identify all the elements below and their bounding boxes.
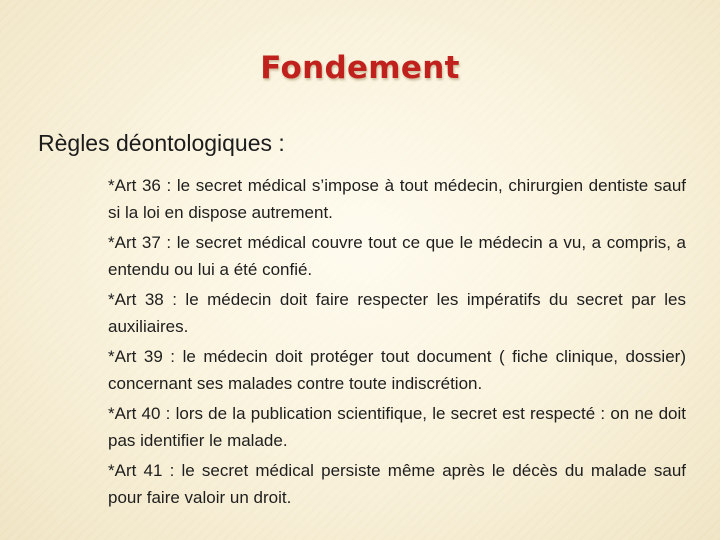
article-38: *Art 38 : le médecin doit faire respecter les impératifs du secret par les auxiliaires. bbox=[108, 290, 686, 336]
article-40: *Art 40 : lors de la publication scientifique, le secret est respecté : on ne doit pas identifier le malade. bbox=[108, 404, 686, 450]
article-36: *Art 36 : le secret médical s’impose à tout médecin, chirurgien dentiste sauf si la loi en dispose autrement. bbox=[108, 176, 686, 222]
article-37: *Art 37 : le secret médical couvre tout ce que le médecin a vu, a compris, a entendu ou lui a été confié. bbox=[108, 233, 686, 279]
articles-list bbox=[108, 172, 686, 514]
slide-title: Fondement bbox=[260, 50, 460, 86]
slide-subtitle: Règles déontologiques : bbox=[38, 130, 285, 156]
article-41: *Art 41 : le secret médical persiste même après le décès du malade sauf pour faire valoir un droit. bbox=[108, 461, 686, 507]
article-39: *Art 39 : le médecin doit protéger tout document ( fiche clinique, dossier) concernant ses malades contre toute indiscrétion. bbox=[108, 347, 686, 393]
